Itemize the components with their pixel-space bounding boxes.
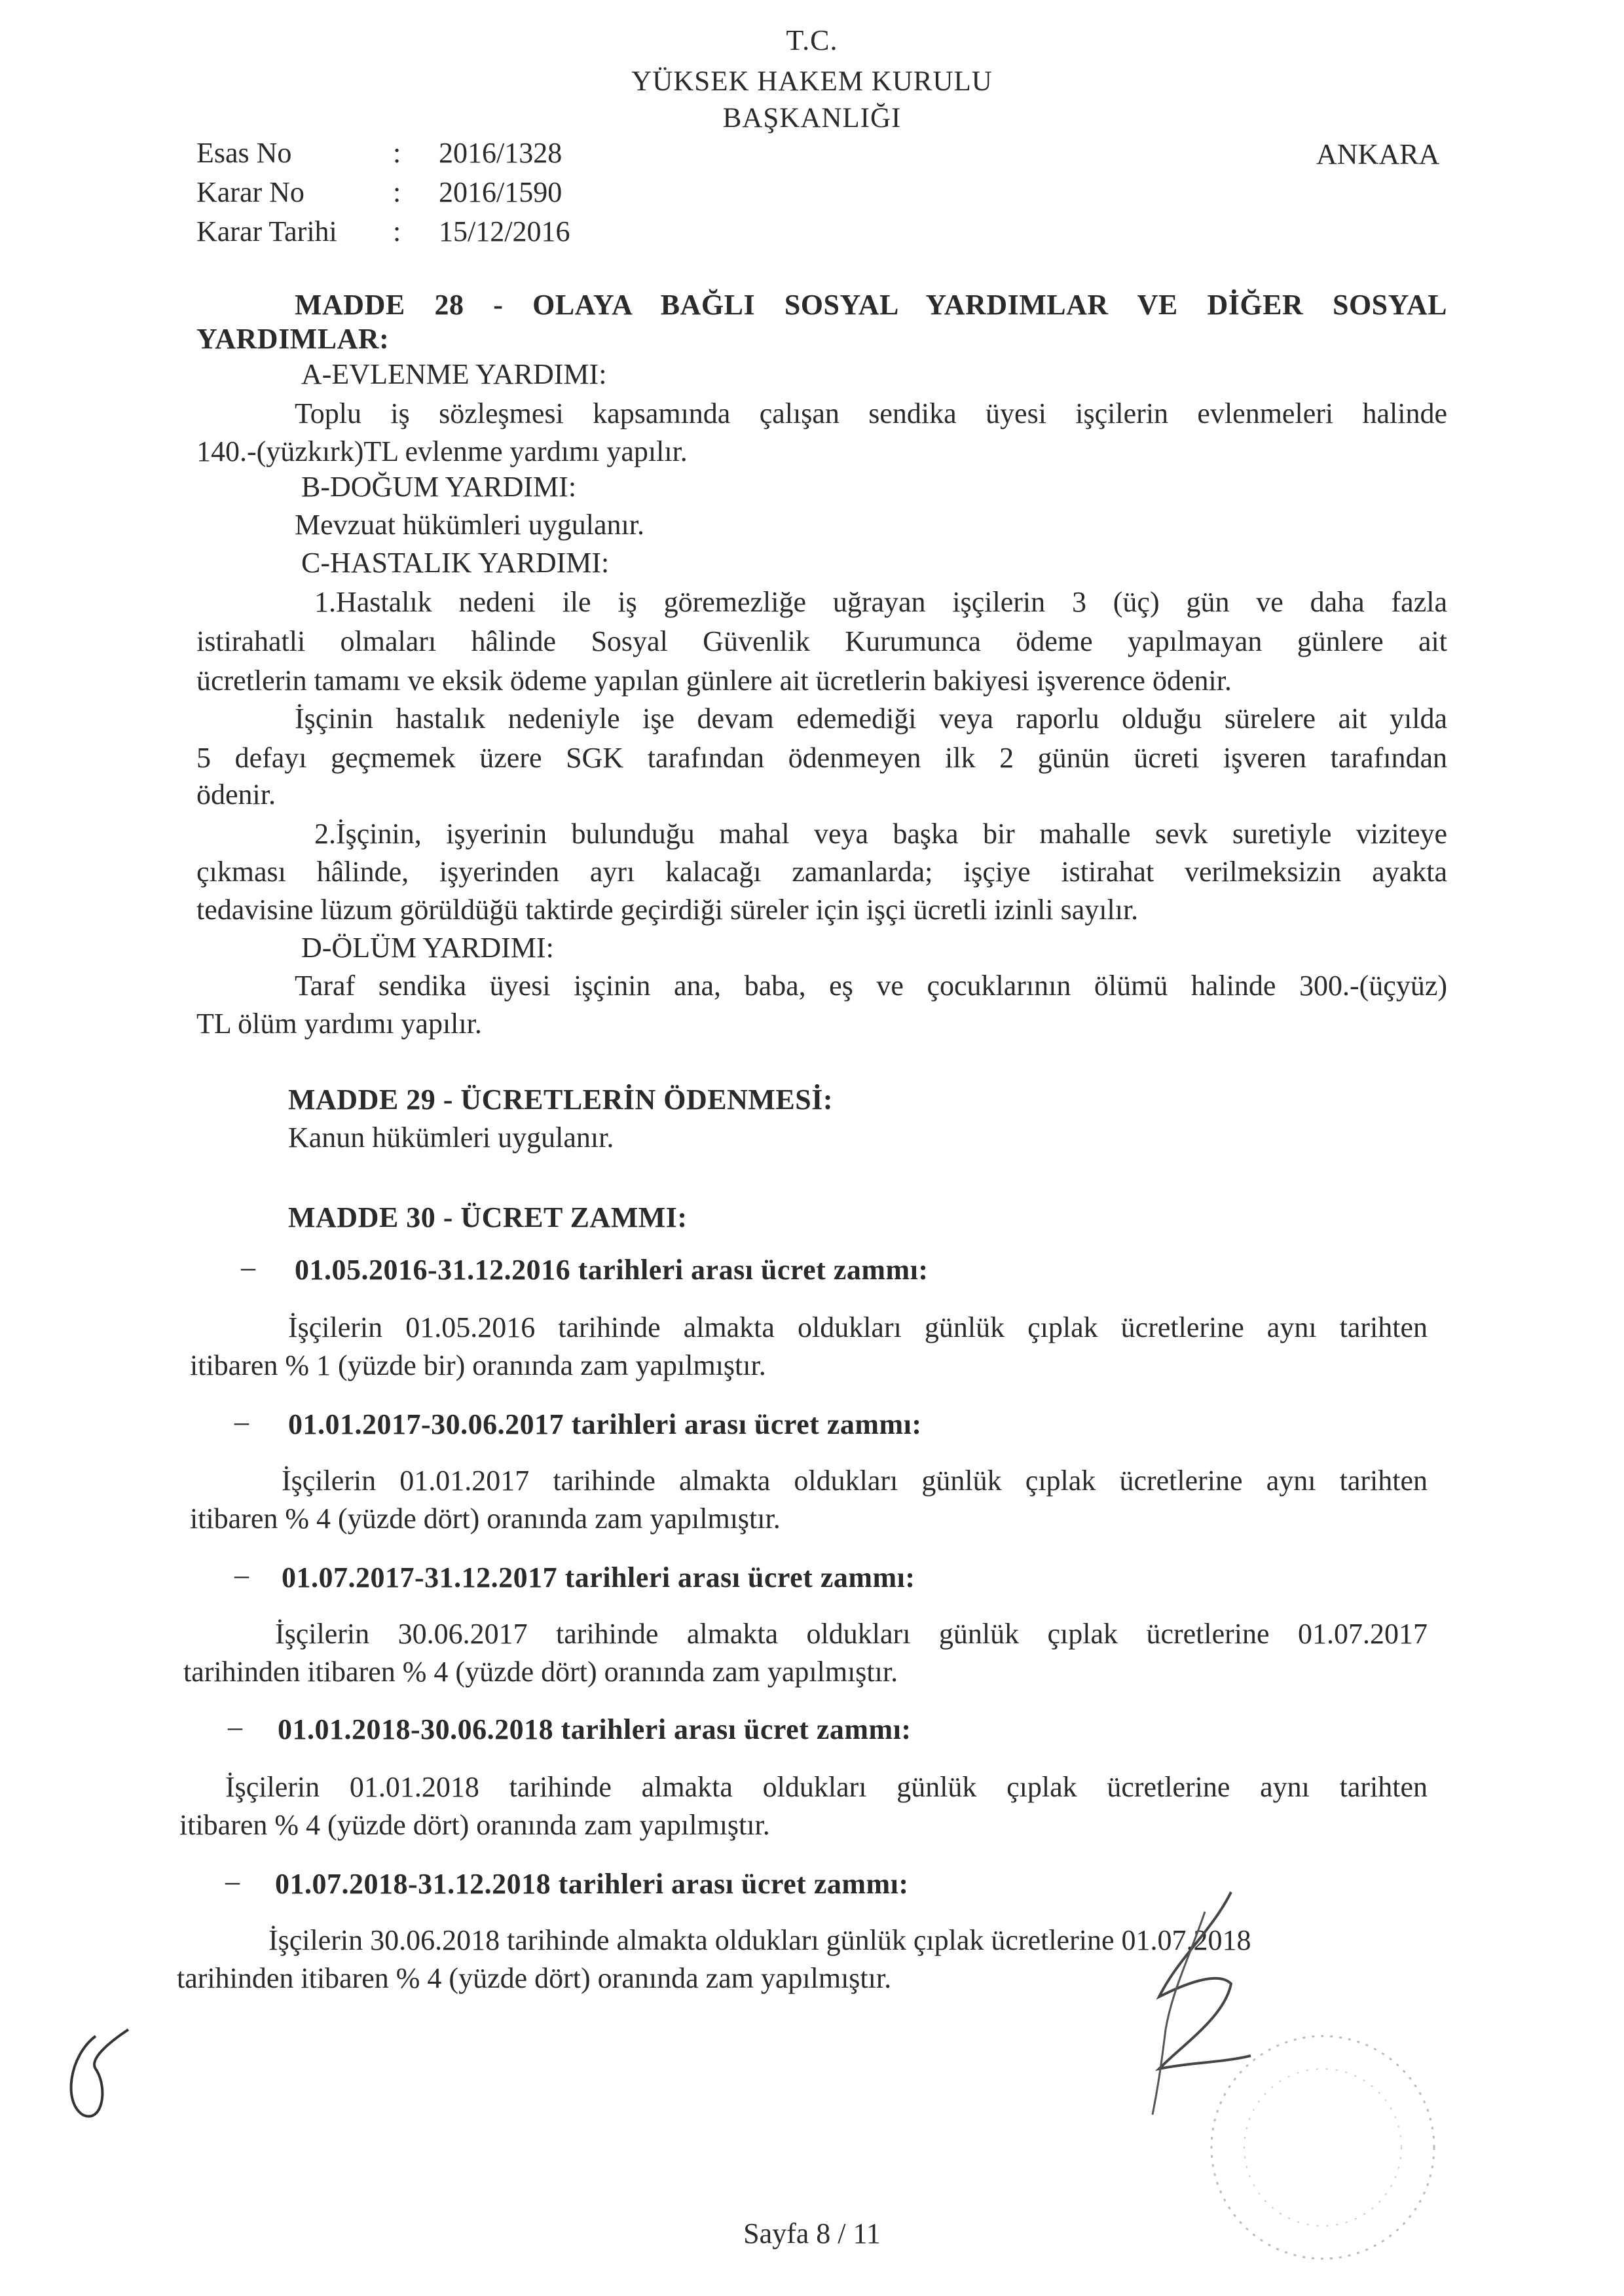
evlenme-text-line2: 140.-(yüzkırk)TL evlenme yardımı yapılır. (196, 435, 688, 467)
bullet-dash: – (228, 1711, 242, 1743)
page-number: Sayfa 8 / 11 (743, 2217, 881, 2250)
madde28-title-line2: YARDIMLAR: (196, 323, 390, 355)
zam-period-1-line2: itibaren % 1 (yüzde bir) oranında zam yapılmıştır. (190, 1349, 766, 1381)
zam-period-2-line2: itibaren % 4 (yüzde dört) oranında zam yapılmıştır. (190, 1503, 781, 1535)
olum-text-line2: TL ölüm yardımı yapılır. (196, 1008, 482, 1040)
madde28-title-line1: MADDE 28 - OLAYA BAĞLI SOSYAL YARDIMLAR VE DİĞER SOSYAL (295, 289, 1447, 321)
meta-row-tarih (196, 212, 570, 251)
hastalik-2-line1: 2.İşçinin, işyerinin bulunduğu mahal veya başka bir mahalle sevk suretiyle viziteye (314, 818, 1447, 850)
hastalik-1-line2: istirahatli olmaları hâlinde Sosyal Güvenlik Kurumunca ödeme yapılmayan günlere ait (196, 625, 1447, 657)
zam-period-4-heading: 01.01.2018-30.06.2018 tarihleri arası ücret zammı: (278, 1713, 912, 1745)
hastalik-1b-line3: ödenir. (196, 778, 276, 811)
bullet-dash: – (241, 1251, 255, 1283)
meta-label: Karar Tarihi (196, 215, 337, 247)
meta-value: 2016/1590 (439, 176, 563, 208)
olum-heading: D-ÖLÜM YARDIMI: (301, 932, 554, 964)
hastalik-1-line1: 1.Hastalık nedeni ile iş göremezliğe uğrayan işçilerin 3 (üç) gün ve daha fazla (314, 586, 1447, 618)
zam-period-3-line2: tarihinden itibaren % 4 (yüzde dört) oranında zam yapılmıştır. (183, 1656, 898, 1688)
hastalik-heading: C-HASTALIK YARDIMI: (301, 547, 610, 579)
zam-period-3-heading: 01.07.2017-31.12.2017 tarihleri arası ücret zammı: (282, 1561, 915, 1594)
meta-sep: : (393, 137, 401, 169)
hastalik-2-line3: tedavisine lüzum görüldüğü taktirde geçirdiği süreler için işçi ücretli izinli sayılır. (196, 894, 1139, 926)
zam-period-3-line1: İşçilerin 30.06.2017 tarihinde almakta oldukları günlük çıplak ücretlerine 01.07.2017 (275, 1618, 1428, 1650)
zam-period-2-line1: İşçilerin 01.01.2017 tarihinde almakta oldukları günlük çıplak ücretlerine aynı tarihten (282, 1465, 1428, 1497)
dogum-text: Mevzuat hükümleri uygulanır. (295, 509, 644, 541)
zam-period-5-heading: 01.07.2018-31.12.2018 tarihleri arası ücret zammı: (275, 1868, 909, 1900)
meta-row-karar (196, 173, 570, 212)
header-city: ANKARA (1316, 138, 1440, 170)
hastalik-1-line3: ücretlerin tamamı ve eksik ödeme yapılan günlere ait ücretlerin bakiyesi işverence ödenir. (196, 665, 1232, 697)
zam-period-5-line2: tarihinden itibaren % 4 (yüzde dört) oranında zam yapılmıştır. (177, 1962, 892, 1994)
dogum-heading: B-DOĞUM YARDIMI: (301, 471, 577, 503)
meta-value: 15/12/2016 (439, 215, 570, 247)
header-presidency: BAŞKANLIĞI (722, 103, 902, 134)
meta-sep: : (393, 176, 401, 208)
meta-label: Karar No (196, 176, 304, 208)
hastalik-1b-line1: İşçinin hastalık nedeniyle işe devam edemediği veya raporlu olduğu sürelere ait yılda (295, 702, 1447, 735)
header-institution: YÜKSEK HAKEM KURULU (631, 66, 993, 97)
header-tc: T.C. (786, 24, 838, 56)
evlenme-heading: A-EVLENME YARDIMI: (301, 358, 607, 390)
bullet-dash: – (234, 1559, 249, 1591)
zam-period-4-line2: itibaren % 4 (yüzde dört) oranında zam yapılmıştır. (179, 1809, 770, 1841)
meta-row-esas (196, 134, 570, 173)
madde29-title: MADDE 29 - ÜCRETLERİN ÖDENMESİ: (288, 1084, 833, 1116)
madde30-title: MADDE 30 - ÜCRET ZAMMI: (288, 1201, 688, 1233)
meta-label: Esas No (196, 137, 292, 169)
zam-period-1-heading: 01.05.2016-31.12.2016 tarihleri arası ücret zammı: (295, 1254, 929, 1286)
zam-period-4-line1: İşçilerin 01.01.2018 tarihinde almakta oldukları günlük çıplak ücretlerine aynı tarihten (225, 1771, 1428, 1803)
meta-value: 2016/1328 (439, 137, 563, 169)
evlenme-text-line1: Toplu iş sözleşmesi kapsamında çalışan sendika üyesi işçilerin evlenmeleri halinde (295, 397, 1447, 429)
olum-text-line1: Taraf sendika üyesi işçinin ana, baba, eş ve çocuklarının ölümü halinde 300.-(üçyüz) (295, 970, 1447, 1002)
zam-period-2-heading: 01.01.2017-30.06.2017 tarihleri arası ücret zammı: (288, 1408, 922, 1440)
zam-period-5-line1: İşçilerin 30.06.2018 tarihinde almakta oldukları günlük çıplak ücretlerine 01.07.2018 (268, 1924, 1251, 1956)
case-meta (196, 134, 570, 251)
zam-period-1-line1: İşçilerin 01.05.2016 tarihinde almakta oldukları günlük çıplak ücretlerine aynı tarihten (288, 1311, 1428, 1343)
hastalik-1b-line2: 5 defayı geçmemek üzere SGK tarafından ödenmeyen ilk 2 günün ücreti işveren tarafından (196, 742, 1447, 774)
handwritten-initial-mark (56, 2016, 141, 2128)
bullet-dash: – (225, 1865, 240, 1897)
bullet-dash: – (234, 1406, 249, 1438)
meta-sep: : (393, 215, 401, 247)
hastalik-2-line2: çıkması hâlinde, işyerinden ayrı kalacağı zamanlarda; işçiye istirahat verilmeksizin ayakta (196, 856, 1447, 888)
madde29-text: Kanun hükümleri uygulanır. (288, 1121, 614, 1154)
